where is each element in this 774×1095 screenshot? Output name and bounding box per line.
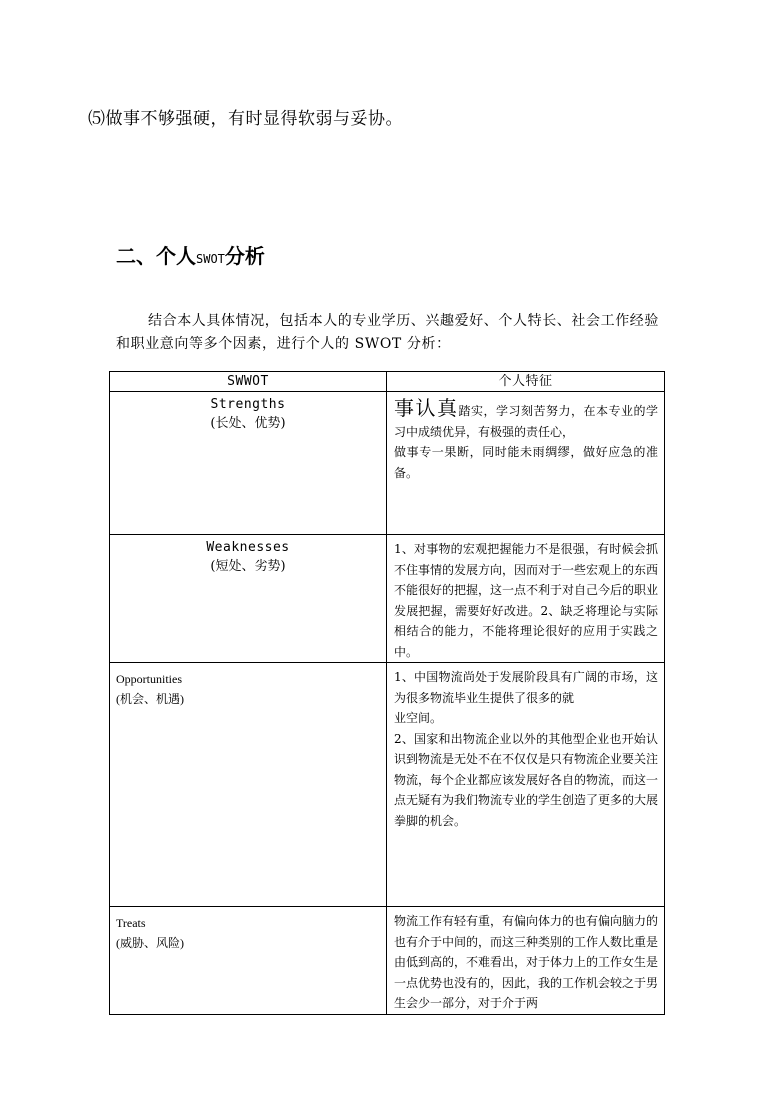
strengths-text-cell [387,392,665,535]
intro-paragraph [116,310,661,356]
opportunities-label-cell [110,663,387,907]
opportunities-text-1a: 1、中国物流尚处于发展阶段具有广阔的市场，这为很多物流毕业生提供了很多的就 [394,670,658,705]
treats-text: 物流工作有轻有重，有偏向体力的也有偏向脑力的也有介于中间的，而这三种类别的工作人数比重是由低到高的，不难看出，对于体力上的工作女生是一点优势也没有的，因此，我的工作机会较之于男生会少一部分，对于介于两 [394,914,659,1010]
weaknesses-text-cell [387,535,665,663]
section-title-suffix: 分析 [224,244,265,268]
weaknesses-en: Weaknesses [206,540,290,555]
treats-text-cell [387,907,665,1015]
strengths-en: Strengths [210,397,286,412]
opportunities-zh: (机会、机遇) [116,692,184,706]
section-title [116,240,265,269]
opportunities-text-2: 2、国家和出物流企业以外的其他型企业也开始认识到物流是无处不在不仅仅是只有物流企业要关注物流，每个企业都应该发展好各自的物流，而这一点无疑有为我们物流专业的学生创造了更多的大展拳脚的机会。 [394,731,659,828]
swot-table [109,371,665,1015]
table-header-row [110,372,665,392]
strengths-big-head: 事认真 [394,396,459,420]
strengths-text-2: 做事专一果断，同时能未雨绸缪，做好应急的准备。 [394,445,658,480]
treats-en: Treats [116,916,146,930]
opportunities-en: Opportunities [116,672,182,686]
opportunities-text-cell [387,663,665,907]
opportunities-text-1b: 业空间。 [394,711,443,725]
table-row-strengths [110,392,665,535]
table-row-weaknesses [110,535,665,663]
weaknesses-text: 1、对事物的宏观把握能力不是很强，有时候会抓不住事情的发展方向，因而对于一些宏观上的东西不能很好的把握，这一点不利于对自己今后的职业发展把握，需要好好改进。2、缺乏将理论与实际相结合的能力，不能将理论很好的应用于实践之中。 [394,542,659,659]
section-title-swot: SWOT [196,252,225,266]
intro-text: 结合本人具体情况，包括本人的专业学历、兴趣爱好、个人特长、社会工作经验和职业意向等多个因素，进行个人的 SWOT 分析： [116,313,659,352]
weakness-item-5: ⑸做事不够强硬，有时显得软弱与妥协。 [88,109,403,129]
treats-label-cell [110,907,387,1015]
strengths-label-cell [110,392,387,535]
table-row-opportunities [110,663,665,907]
treats-zh: (威胁、风险) [116,936,184,950]
table-row-treats [110,907,665,1015]
weaknesses-zh: (短处、劣势) [210,559,286,574]
strengths-text-1: 踏实，学习刻苦努力，在本专业的学习中成绩优异，有极强的责任心， [394,404,658,439]
weaknesses-label-cell [110,535,387,663]
strengths-zh: (长处、优势) [210,416,286,431]
header-right: 个人特征 [387,372,665,392]
section-title-prefix: 二、个人 [116,244,196,268]
header-left: SWWOT [110,372,387,392]
